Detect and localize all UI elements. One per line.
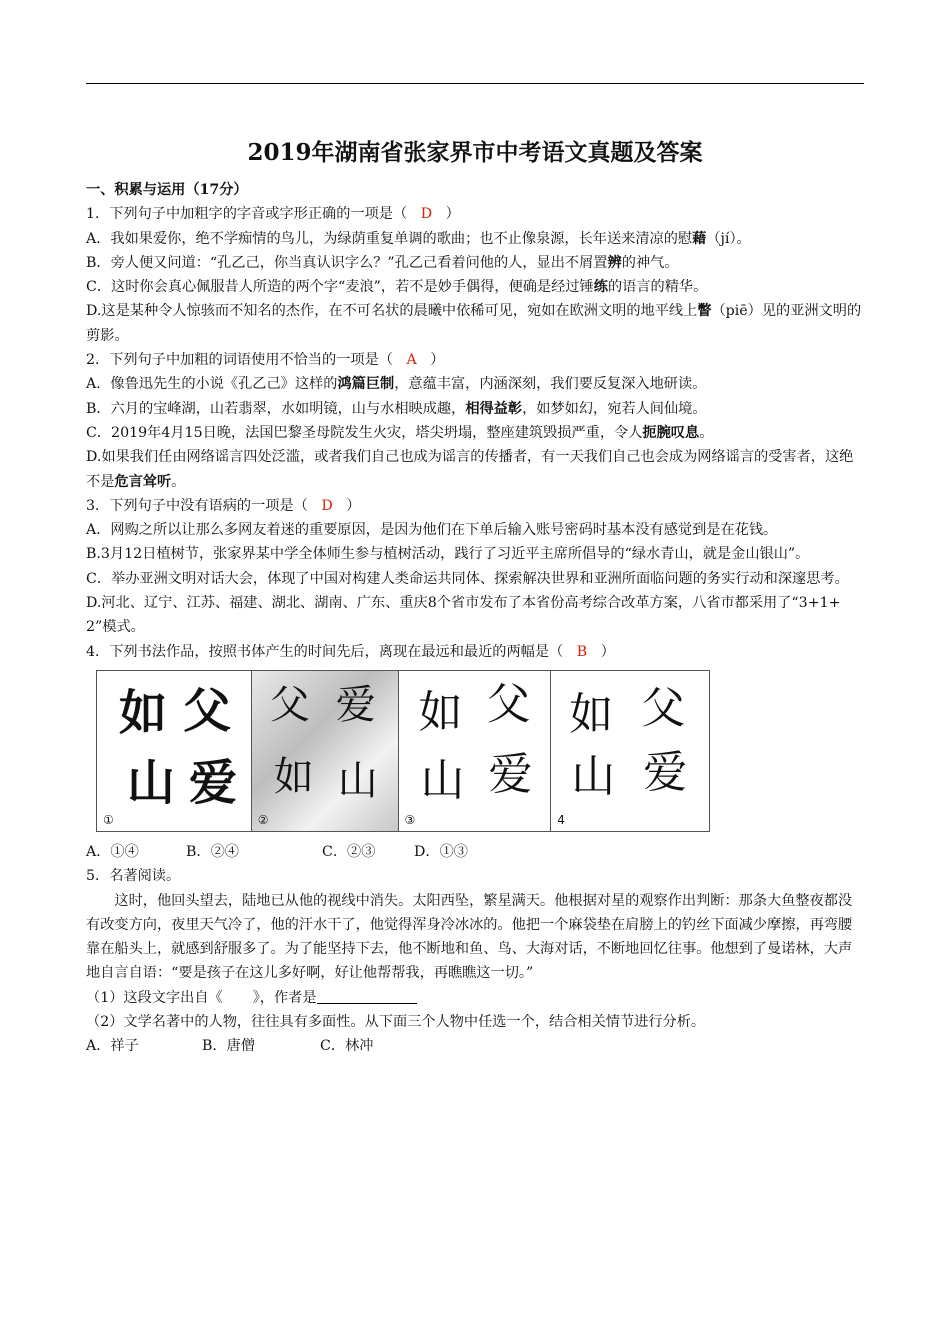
question-5-stem: 5．名著阅读。 xyxy=(86,868,181,885)
calligraphy-char: 爱 xyxy=(488,748,533,800)
answer-blank[interactable] xyxy=(317,989,417,1004)
calligraphy-char: 如 xyxy=(119,684,168,741)
calligraphy-char: 如 xyxy=(418,686,463,738)
question-4-stem: 4．下列书法作品，按照书体产生的时间先后，离现在最远和最近的两幅是（ B ） xyxy=(86,643,615,660)
image-number: ② xyxy=(257,812,269,827)
calligraphy-image-strip xyxy=(96,670,710,832)
question-3-option-b: B.3月12日植树节，张家界某中学全体师生参与植树活动，践行了习近平主席所倡导的“绿水青山，就是金山银山”。 xyxy=(86,546,810,563)
question-4-options xyxy=(86,840,864,864)
calligraphy-char: 父 xyxy=(269,681,310,728)
question-5-options xyxy=(86,1034,864,1058)
calligraphy-char: 山 xyxy=(127,754,176,811)
option: A．祥子 xyxy=(86,1038,139,1055)
image-number: 4 xyxy=(557,812,565,827)
calligraphy-char: 爱 xyxy=(335,681,376,728)
calligraphy-char: 父 xyxy=(183,682,232,739)
answer-2: A xyxy=(406,352,417,369)
question-2-option-b: B．六月的宝峰湖，山若翡翠，水如明镜，山与水相映成趣，相得益彰，如梦如幻，宛若人间仙境。 xyxy=(86,400,707,417)
calligraphy-char: 爱 xyxy=(189,754,238,811)
question-3-option-c: C．举办亚洲文明对话大会，体现了中国对构建人类命运共同体、探索解决世界和亚洲所面临问题的务实行动和深邃思考。 xyxy=(86,570,849,587)
question-3-stem: 3．下列句子中没有语病的一项是（ D ） xyxy=(86,497,361,514)
option: C．林冲 xyxy=(320,1038,374,1055)
question-1-stem: 1．下列句子中加粗字的字音或字形正确的一项是（ D ） xyxy=(86,206,460,223)
calligraphy-char: 父 xyxy=(486,678,531,730)
page-title: 2019年湖南省张家界市中考语文真题及答案 xyxy=(247,139,703,166)
calligraphy-image-1 xyxy=(97,671,252,831)
option: C．②③ xyxy=(322,843,376,860)
question-2-option-c: C．2019年4月15日晚，法国巴黎圣母院发生火灾，塔尖坍塌，整座建筑毁损严重，令人扼腕叹息。 xyxy=(86,424,714,441)
calligraphy-char: 爱 xyxy=(643,746,688,798)
calligraphy-image-4 xyxy=(551,671,709,831)
question-3-option-d: D.河北、辽宁、江苏、福建、湖北、湖南、广东、重庆8个省市发布了本省份高考综合改革方案，八省市都采用了“3+1+2”模式。 xyxy=(86,595,841,636)
calligraphy-char: 山 xyxy=(337,757,378,804)
calligraphy-char: 如 xyxy=(273,753,314,800)
header-rule xyxy=(86,83,864,84)
question-1-option-b: B．旁人便又问道：“孔乙己，你当真认识字么？”孔乙己看着问他的人，显出不屑置辨的神气。 xyxy=(86,254,679,271)
calligraphy-char: 山 xyxy=(571,750,616,802)
question-1-option-d: D.这是某种令人惊骇而不知名的杰作，在不可名状的晨曦中依稀可见，宛如在欧洲文明的地平线上瞥（piē）见的亚洲文明的剪影。 xyxy=(86,303,862,344)
calligraphy-image-2 xyxy=(252,671,399,831)
answer-3: D xyxy=(321,497,333,514)
question-1-option-a: A．我如果爱你，绝不学痴情的鸟儿，为绿荫重复单调的歌曲；也不止像泉源，长年送来清凉的慰藉（jí）。 xyxy=(86,230,751,247)
question-3-option-a: A．网购之所以让那么多网友着迷的重要原因，是因为他们在下单后输入账号密码时基本没有感觉到是在花钱。 xyxy=(86,522,778,539)
question-2-option-a: A．像鲁迅先生的小说《孔乙己》这样的鸿篇巨制，意蕴丰富，内涵深刻，我们要反复深入地研读。 xyxy=(86,376,707,393)
question-1-option-c: C．这时你会真心佩服昔人所造的两个字“麦浪”，若不是妙手偶得，便确是经过锤练的语言的精华。 xyxy=(86,279,708,296)
question-5-sub-1: （1）这段文字出自《 》，作者是 xyxy=(86,986,864,1010)
reading-passage: 这时，他回头望去，陆地已从他的视线中消失。太阳西坠，繁星满天。他根据对星的观察作出判断：那条大鱼整夜都没有改变方向，夜里天气冷了，他的汗水干了，他觉得浑身冷冰冰的。他把一个麻袋垫在肩膀上的钓丝下面减少摩擦，再弯腰靠在船头上，就感到舒服多了。为了能坚持下去，他不断地和鱼、鸟、大海对话，不断地回忆往事。他想到了曼诺林，大声地自言自语：“要是孩子在这儿多好啊，好让他帮帮我，再瞧瞧这一切。” xyxy=(86,892,853,982)
document-page xyxy=(86,138,864,1059)
answer-4: B xyxy=(576,643,588,660)
image-number: ① xyxy=(103,812,114,827)
image-number: ③ xyxy=(404,812,416,827)
answer-1: D xyxy=(420,206,433,223)
calligraphy-char: 如 xyxy=(569,688,614,740)
option: B．唐僧 xyxy=(202,1038,255,1055)
question-2-option-d: D.如果我们任由网络谣言四处泛滥，或者我们自己也成为谣言的传播者，有一天我们自己也会成为网络谣言的受害者，这绝不是危言耸听。 xyxy=(86,449,854,490)
option: A．①④ xyxy=(86,843,139,860)
section-heading: 一、积累与运用（17分） xyxy=(86,182,248,198)
calligraphy-image-3 xyxy=(399,671,552,831)
question-5-sub-2: （2）文学名著中的人物，往往具有多面性。从下面三个人物中任选一个，结合相关情节进行分析。 xyxy=(86,1014,706,1031)
calligraphy-char: 山 xyxy=(420,754,465,806)
option: D．①③ xyxy=(414,843,468,860)
question-2-stem: 2．下列句子中加粗的词语使用不恰当的一项是（ A ） xyxy=(86,352,445,369)
calligraphy-char: 父 xyxy=(641,682,686,734)
option: B．②④ xyxy=(186,843,239,860)
